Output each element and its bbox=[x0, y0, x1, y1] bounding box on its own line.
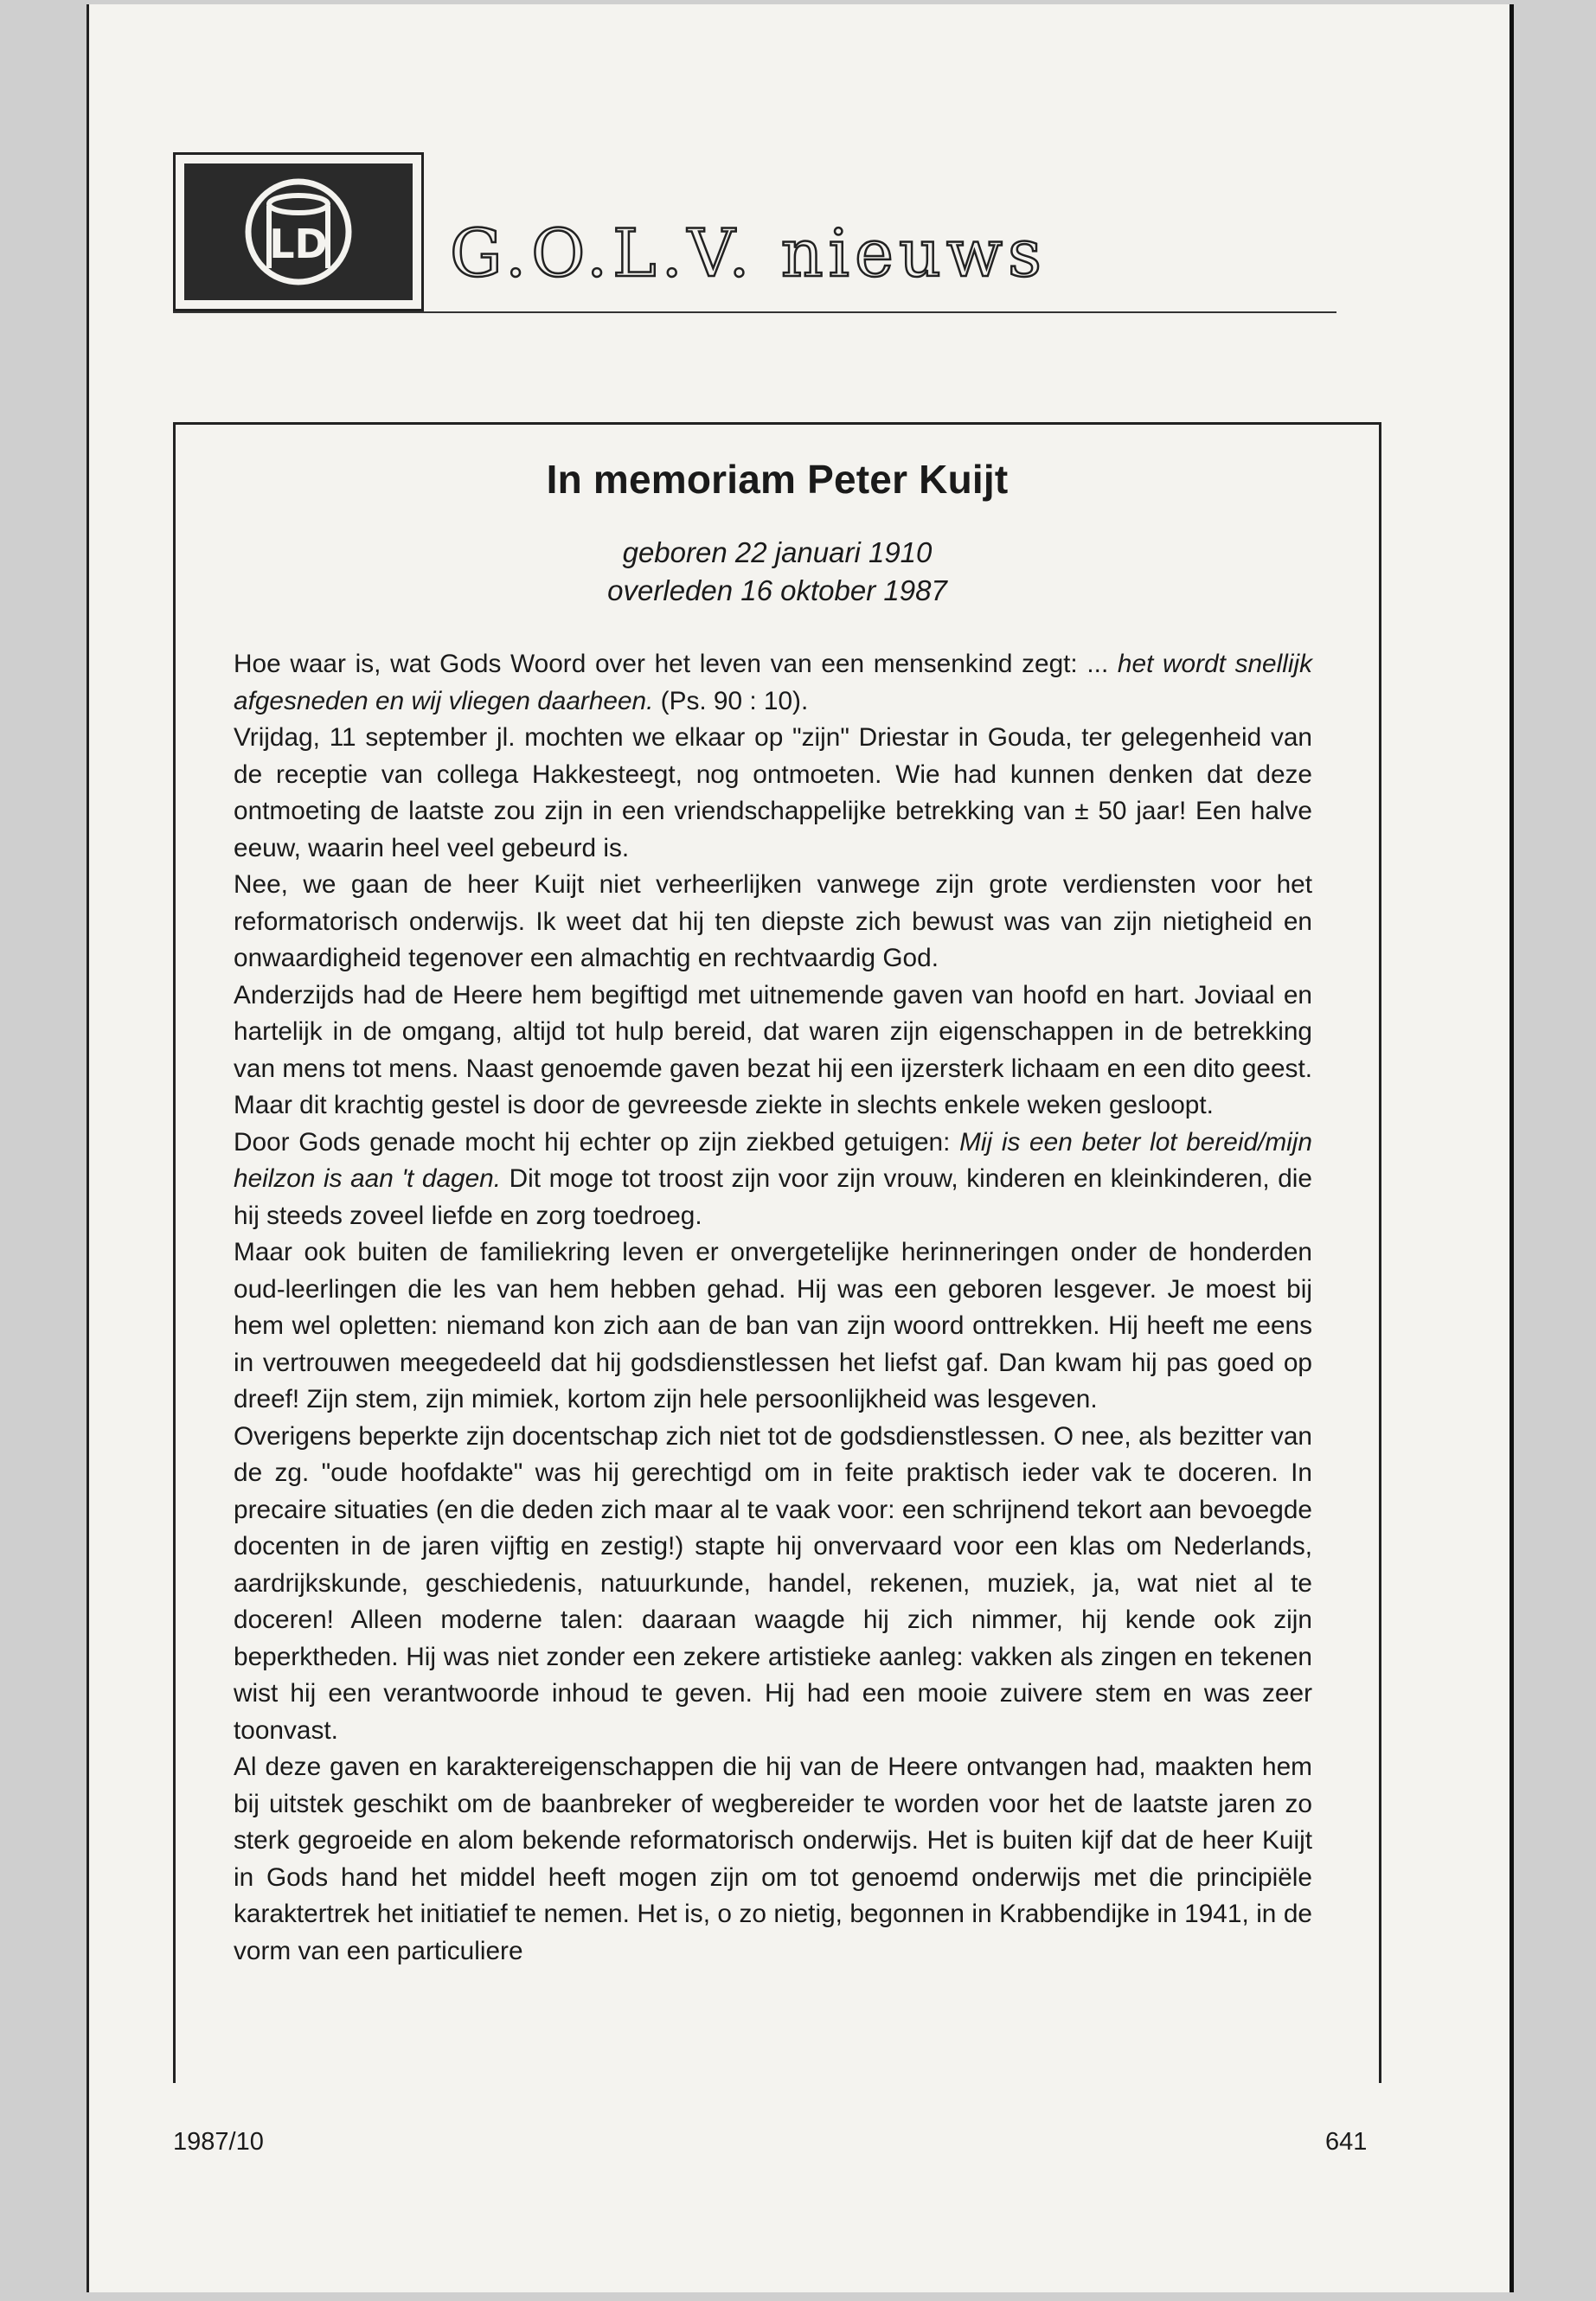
golv-logo bbox=[173, 152, 424, 311]
article-body bbox=[234, 646, 1312, 1970]
article-title: In memoriam Peter Kuijt bbox=[546, 457, 1009, 502]
paragraph-4: Anderzijds had de Heere hem begiftigd met uitnemende gaven van hoofd en hart. Joviaal en hartelijk in de omgang, altijd tot hulp bereid, dat waren zijn eigenschappen in de betrekking van mens tot mens. Naast genoemde gaven bezat hij een ijzersterk lichaam en een dito geest. Maar dit krachtig gestel is door de gevreesde ziekte in slechts enkele weken gesloopt. bbox=[234, 980, 1312, 1119]
masthead-title: G.O.L.V. nieuws bbox=[450, 215, 1047, 292]
paragraph-3: Nee, we gaan de heer Kuijt niet verheerlijken vanwege zijn grote verdiensten voor het reformatorisch onderwijs. Ik weet dat hij ten diepste zich bewust was van zijn nietigheid en onwaardigheid tegenover een almachtig en rechtvaardig God. bbox=[234, 870, 1312, 972]
paragraph-1 bbox=[234, 646, 1312, 720]
header-divider bbox=[173, 311, 1336, 313]
paragraph-5-tail: Dit moge tot troost zijn voor zijn vrouw, kinderen en kleinkinderen, die hij steeds zoveel liefde en zorg toedroeg. bbox=[234, 1164, 1312, 1230]
paragraph-6: Maar ook buiten de familiekring leven er onvergetelijke herinneringen onder de honderden oud-leerlingen die les van hem hebben gehad. Hij was een geboren lesgever. Je moest bij hem wel opletten: niemand kon zich aan de ban van zijn woord onttrekken. Hij heeft me eens in vertrouwen meegedeeld dat hij godsdienstlessen het liefst gaf. Dan kwam hij pas goed op dreef! Zijn stem, zijn mimiek, kortom zijn hele persoonlijkheid was lesgeven. bbox=[234, 1238, 1312, 1413]
paragraph-5 bbox=[234, 1125, 1312, 1235]
psalm-quote: het wordt snellijk afgesneden en wij vliegen daarheen. bbox=[234, 650, 1312, 715]
paragraph-1-text: Hoe waar is, wat Gods Woord over het leven van een mensenkind zegt: ... bbox=[234, 650, 1118, 678]
paragraph-5-text: Door Gods genade mocht hij echter op zijn ziekbed getuigen: bbox=[234, 1127, 960, 1157]
paragraph-2: Vrijdag, 11 september jl. mochten we elkaar op "zijn" Driestar in Gouda, ter gelegenheid van de receptie van collega Hakkesteegt, nog ontmoeten. Wie had kunnen denken dat deze ontmoeting de laatste zou zijn in een vriendschappelijke betrekking van ± 50 jaar! Een halve eeuw, waarin heel veel gebeurd is. bbox=[234, 723, 1312, 862]
life-dates bbox=[176, 534, 1379, 610]
page-number: 641 bbox=[1325, 2128, 1368, 2156]
article-frame bbox=[173, 422, 1381, 2083]
hymn-quote: Mij is een beter lot bereid/mijn heilzon is aan 't dagen. bbox=[234, 1127, 1312, 1193]
logo-background bbox=[184, 163, 413, 300]
birth-date: geboren 22 januari 1910 bbox=[622, 536, 933, 568]
paragraph-8: Al deze gaven en karaktereigenschappen die hij van de Heere ontvangen had, maakten hem bij uitstek geschikt om de baanbreker of wegbereider te worden voor het de laatste jaren zo sterk gegroeide en alom bekende reformatorisch onderwijs. Het is buiten kijf dat de heer Kuijt in Gods hand het middel heeft mogen zijn om tot genoemd onderwijs met die principiële karaktertrek het initiatief te nemen. Het is, o zo nietig, begonnen in Krabbendijke in 1941, in de vorm van een particuliere bbox=[234, 1753, 1312, 1965]
issue-number: 1987/10 bbox=[173, 2128, 264, 2156]
death-date: overleden 16 oktober 1987 bbox=[607, 574, 947, 606]
psalm-reference: (Ps. 90 : 10). bbox=[653, 686, 809, 715]
paragraph-7: Overigens beperkte zijn docentschap zich niet tot de godsdienstlessen. O nee, als bezitter van de zg. "oude hoofdakte" was hij gerechtigd om in feite praktisch ieder vak te doceren. In precaire situaties (en die deden zich maar al te vaak voor: een schrijnend tekort aan bevoegde docenten in de jaren vijftig en zestig!) stapte hij onvervaard voor een klas om Nederlands, aardrijkskunde, geschiedenis, natuurkunde, handel, rekenen, muziek, ja, wat niet al te doceren! Alleen moderne talen: daaraan waagde hij zich nimmer, hij kende ook zijn beperktheden. Hij was niet zonder een zekere artistieke aanleg: vakken als zingen en tekenen wist hij een verantwoorde inhoud te geven. Hij had een mooie zuivere stem en was zeer toonvast. bbox=[234, 1421, 1312, 1745]
logo-text: LD bbox=[269, 221, 328, 267]
logo-emblem-icon bbox=[238, 171, 359, 292]
